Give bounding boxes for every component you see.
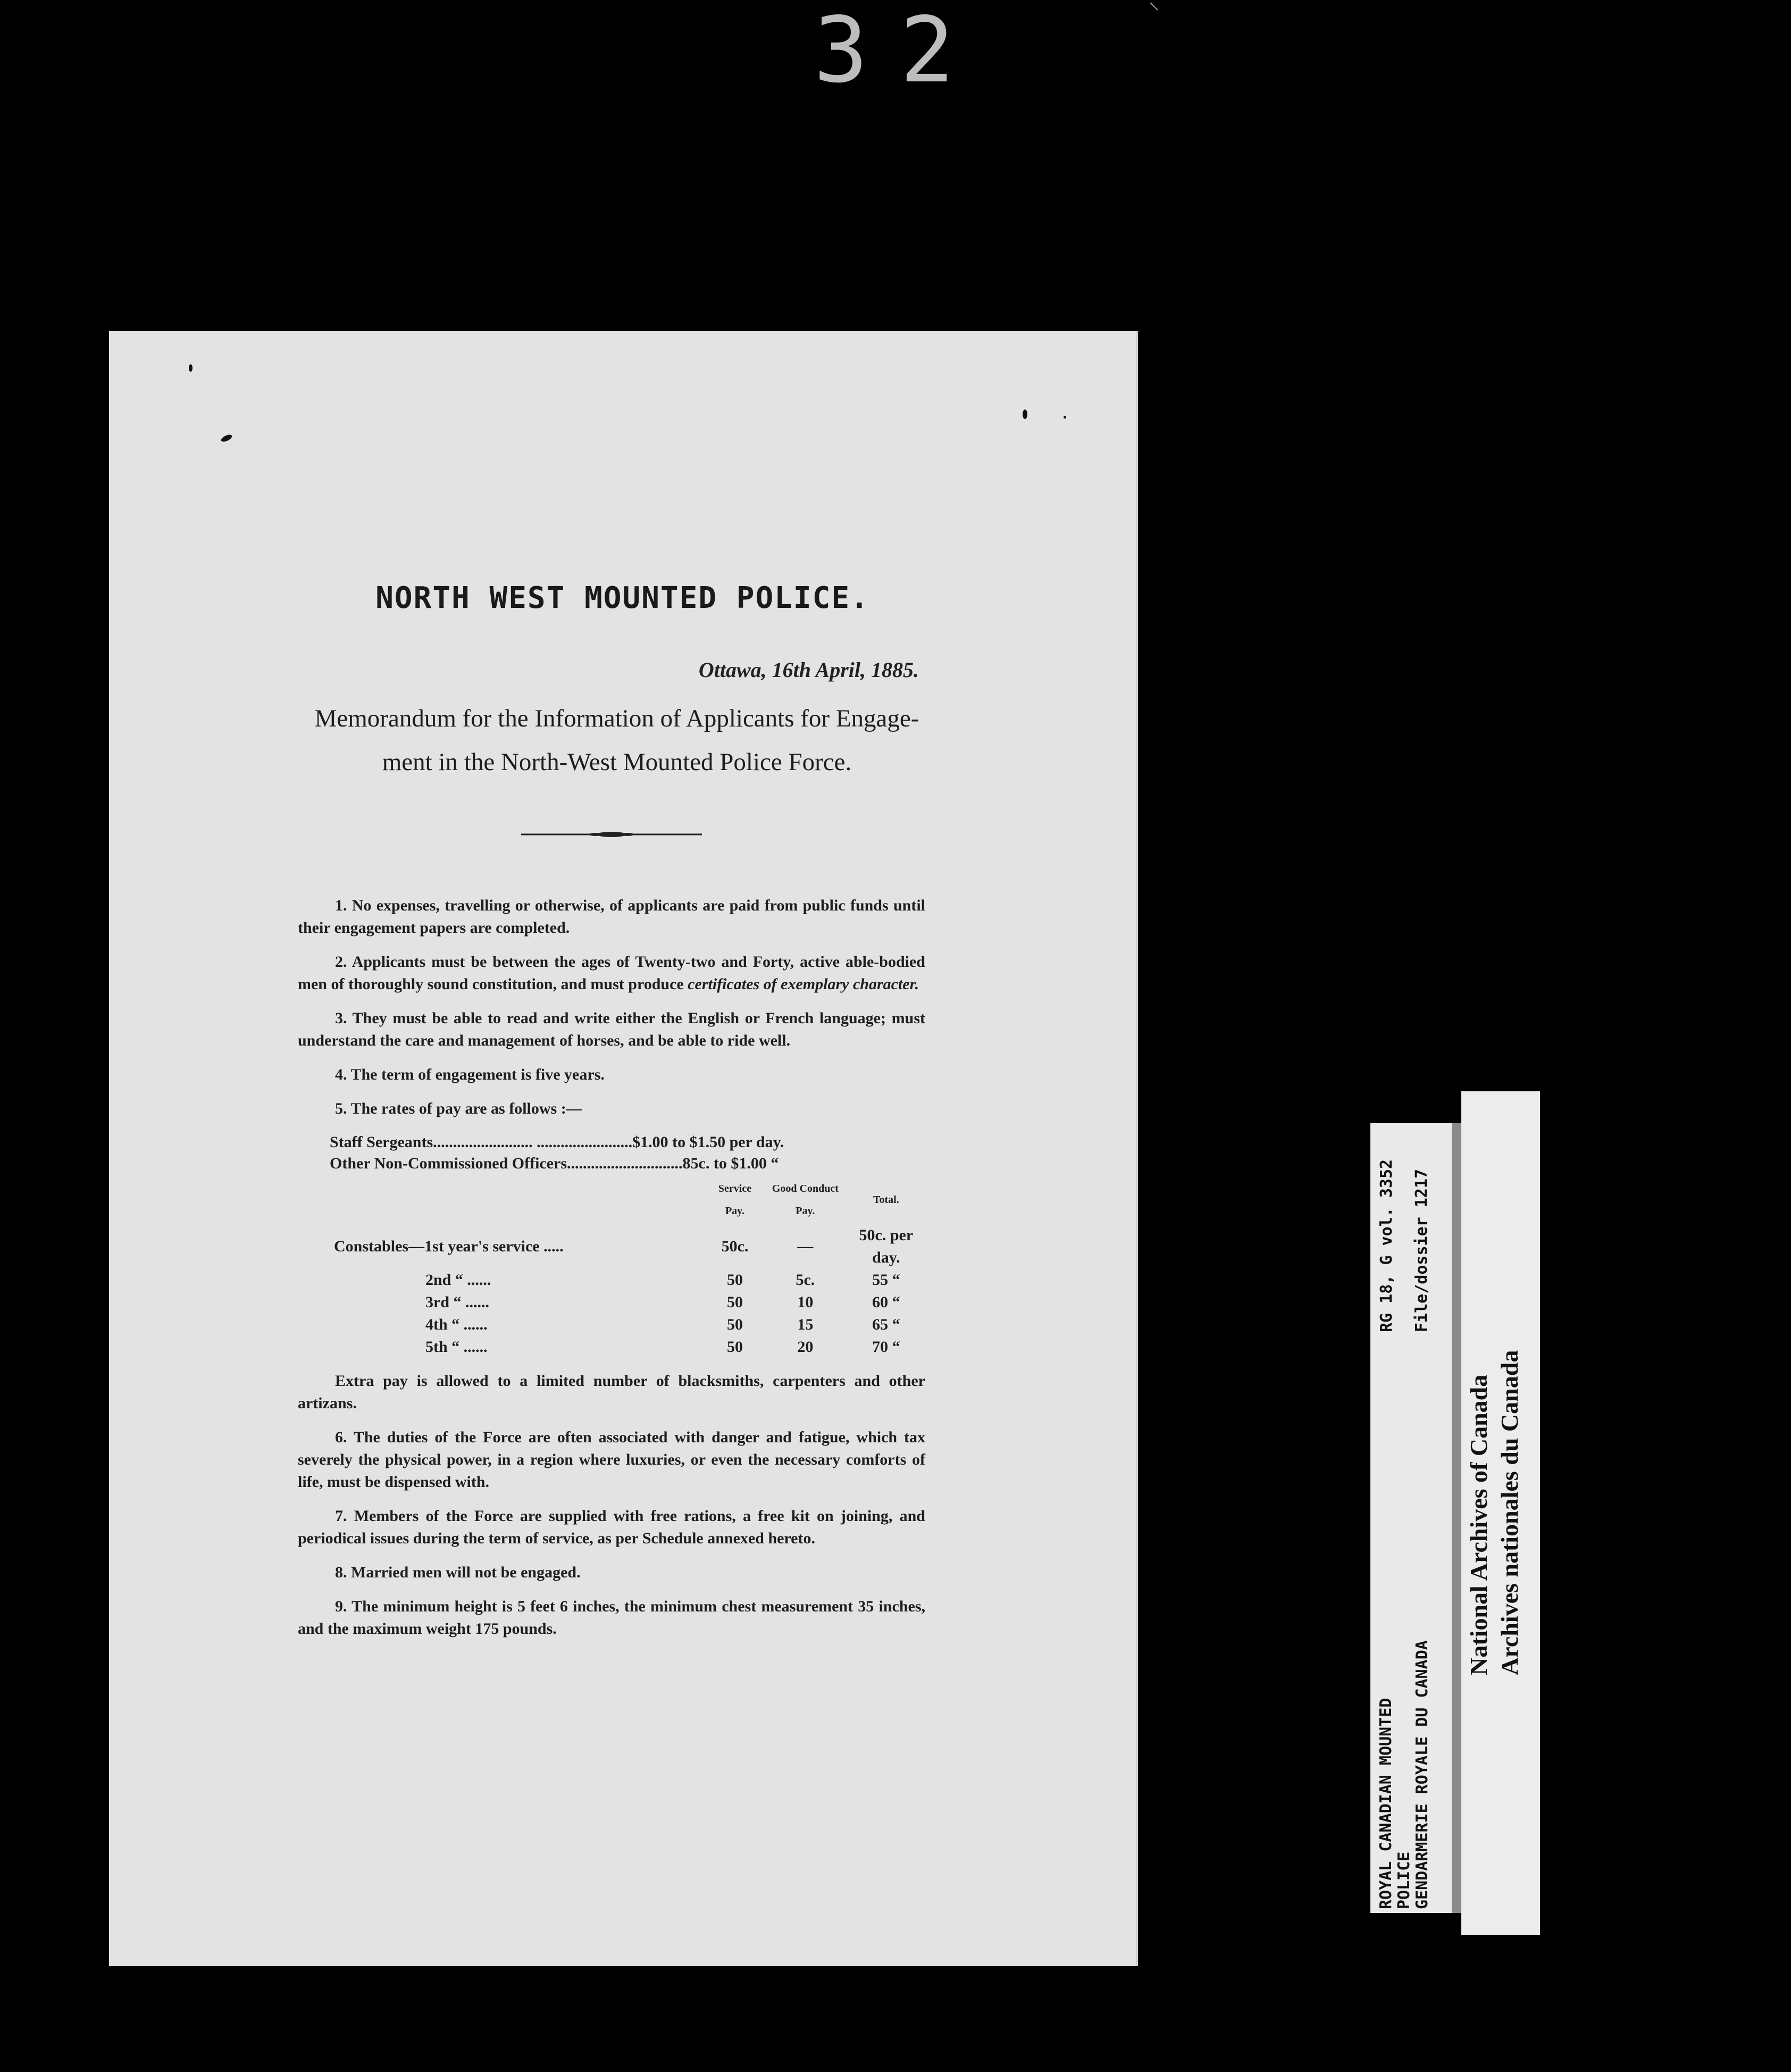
ink-speck xyxy=(1064,416,1066,419)
paragraph-6: 6. The duties of the Force are often associated with danger and fatigue, which tax severely the physical power, in a region where luxuries, or even the necessary comforts of life, must be dispensed with. xyxy=(298,1428,925,1491)
ink-speck xyxy=(1023,410,1027,419)
ink-speck xyxy=(189,364,193,372)
staff-rates xyxy=(330,1132,925,1174)
national-archives-text xyxy=(1463,1350,1525,1675)
total-pay-cell: 50c. per day. xyxy=(859,1226,914,1266)
nac-line-english: National Archives of Canada xyxy=(1465,1374,1492,1675)
pay-rank-cell: 4th “ ...... xyxy=(425,1316,488,1333)
paragraph-8: 8. Married men will not be engaged. xyxy=(335,1564,581,1581)
paragraph-2-italic: certificates of exemplary character. xyxy=(688,975,919,993)
rate-row: Other Non-Commissioned Officers.............................85c. to $1.00 “ xyxy=(330,1155,779,1172)
pay-rank-cell: 2nd “ ...... xyxy=(425,1271,491,1289)
pay-table-row xyxy=(330,1314,925,1336)
document-title: NORTH WEST MOUNTED POLICE. xyxy=(375,581,869,615)
rcmp-line-1: ROYAL CANADIAN MOUNTED xyxy=(1377,1698,1395,1909)
pay-table-row xyxy=(330,1291,925,1314)
pay-table-row xyxy=(330,1224,925,1269)
extra-pay-note: Extra pay is allowed to a limited number of blacksmiths, carpenters and other artizans. xyxy=(298,1372,925,1412)
pay-table-header: Good Conduct Pay. xyxy=(772,1183,839,1217)
paragraph-2-text: 2. Applicants must be between the ages of Twenty-two and Forty, active able-bodied men of thoroughly sound constitution, and must produce xyxy=(298,953,925,993)
good-conduct-pay-cell: 5c. xyxy=(796,1271,815,1289)
ink-speck xyxy=(220,433,233,443)
record-group-reference: RG 18, G vol. 3352 xyxy=(1377,1159,1396,1332)
rate-row: Staff Sergeants......................... ........................$1.00 to $1.50 per day. xyxy=(330,1133,784,1151)
pay-table-row xyxy=(330,1336,925,1358)
label-shadow xyxy=(1452,1123,1462,1913)
rcmp-label-text xyxy=(1377,1640,1432,1909)
good-conduct-pay-cell: 10 xyxy=(797,1293,814,1311)
memo-heading-line-1: Memorandum for the Information of Applicants for Engage- xyxy=(314,705,919,732)
constable-pay-table xyxy=(330,1177,925,1358)
pay-table-header: Total. xyxy=(873,1194,899,1206)
service-pay-cell: 50 xyxy=(727,1293,743,1311)
pay-table-row xyxy=(330,1269,925,1291)
total-pay-cell: 60 “ xyxy=(872,1293,900,1311)
service-pay-cell: 50 xyxy=(727,1338,743,1356)
service-pay-cell: 50 xyxy=(727,1316,743,1333)
file-reference: File/dossier 1217 xyxy=(1412,1168,1431,1332)
paragraph-1: 1. No expenses, travelling or otherwise, of applicants are paid from public funds until their engagement papers are completed. xyxy=(298,897,925,937)
paragraph-5: 5. The rates of pay are as follows :— xyxy=(335,1100,582,1117)
paragraph-4: 4. The term of engagement is five years. xyxy=(335,1066,605,1083)
pay-table-header-row xyxy=(330,1177,925,1224)
document-page xyxy=(109,331,1138,1966)
paragraph-9: 9. The minimum height is 5 feet 6 inches, the minimum chest measurement 35 inches, and the maximum weight 175 pounds. xyxy=(298,1598,925,1637)
total-pay-cell: 55 “ xyxy=(872,1271,900,1289)
memo-heading-line-2: ment in the North-West Mounted Police Force. xyxy=(382,748,852,776)
service-pay-cell: 50 xyxy=(727,1271,743,1289)
rcmp-line-3: GENDARMERIE ROYALE DU CANADA xyxy=(1413,1640,1432,1909)
ornamental-rule xyxy=(521,831,702,838)
corner-scratch-mark: ⸌ xyxy=(1149,0,1159,23)
memorandum-body xyxy=(298,895,925,1652)
paragraph-7: 7. Members of the Force are supplied with free rations, a free kit on joining, and periodical issues during the term of service, as per Schedule annexed hereto. xyxy=(298,1507,925,1547)
rcmp-line-2: POLICE xyxy=(1395,1851,1413,1909)
pay-table-header xyxy=(330,1177,706,1224)
paragraph-3: 3. They must be able to read and write either the English or French language; must understand the care and management of horses, and be able to ride well. xyxy=(298,1009,925,1049)
pay-table-header: Service Pay. xyxy=(718,1183,752,1217)
pay-rank-cell: Constables—1st year's service ..... xyxy=(334,1238,564,1255)
good-conduct-pay-cell: 15 xyxy=(797,1316,814,1333)
nac-line-french: Archives nationales du Canada xyxy=(1496,1350,1523,1675)
memo-heading xyxy=(290,697,944,784)
paragraph-2 xyxy=(298,951,925,996)
good-conduct-pay-cell: 20 xyxy=(797,1338,814,1356)
service-pay-cell: 50c. xyxy=(721,1238,749,1255)
microfilm-frame-number: 32 xyxy=(814,0,986,103)
total-pay-cell: 65 “ xyxy=(872,1316,900,1333)
pay-rank-cell: 5th “ ...... xyxy=(425,1338,488,1356)
total-pay-cell: 70 “ xyxy=(872,1338,900,1356)
good-conduct-pay-cell: — xyxy=(797,1238,814,1255)
pay-rank-cell: 3rd “ ...... xyxy=(425,1293,489,1311)
place-date-line: Ottawa, 16th April, 1885. xyxy=(698,658,919,682)
